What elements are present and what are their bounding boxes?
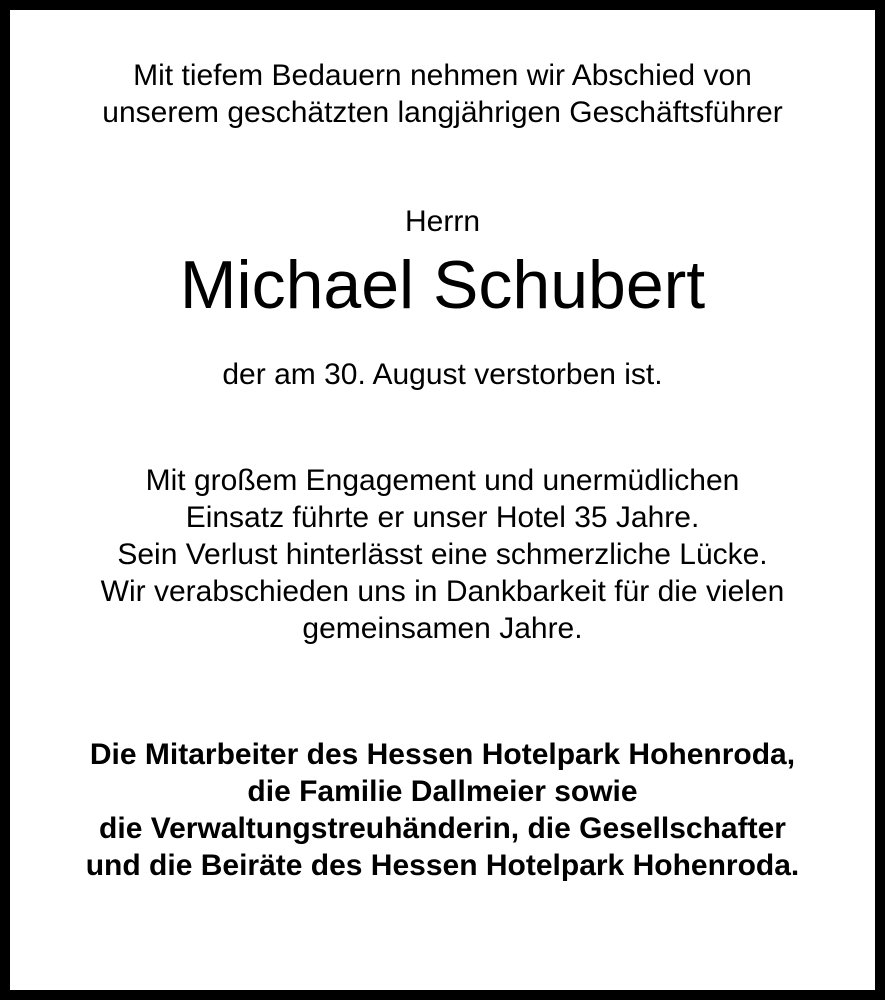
tribute-text [0,462,885,647]
tribute-line: Einsatz führte er unser Hotel 35 Jahre. [185,501,700,534]
deceased-name: Michael Schubert [179,247,706,323]
tribute-line: Sein Verlust hinterlässt eine schmerzliche Lücke. [117,538,768,571]
signatory-line: die Familie Dallmeier sowie [247,775,638,808]
tribute-line: Wir verabschieden uns in Dankbarkeit für die vielen [100,575,785,608]
death-line: der am 30. August verstorben ist. [222,358,663,391]
intro-line: Mit tiefem Bedauern nehmen wir Abschied von [133,59,752,92]
salutation: Herrn [404,205,480,238]
tribute-line: gemeinsamen Jahre. [302,612,583,645]
signatory-line: die Verwaltungstreuhänderin, die Gesellschafter [99,812,786,845]
intro-line: unserem geschätzten langjährigen Geschäftsführer [102,96,783,129]
tribute-line: Mit großem Engagement und unermüdlichen [145,464,740,497]
signatory-line: Die Mitarbeiter des Hessen Hotelpark Hohenroda, [89,738,796,771]
signatories [0,736,885,884]
signatory-line: und die Beiräte des Hessen Hotelpark Hohenroda. [85,849,800,882]
intro-text [0,57,885,131]
